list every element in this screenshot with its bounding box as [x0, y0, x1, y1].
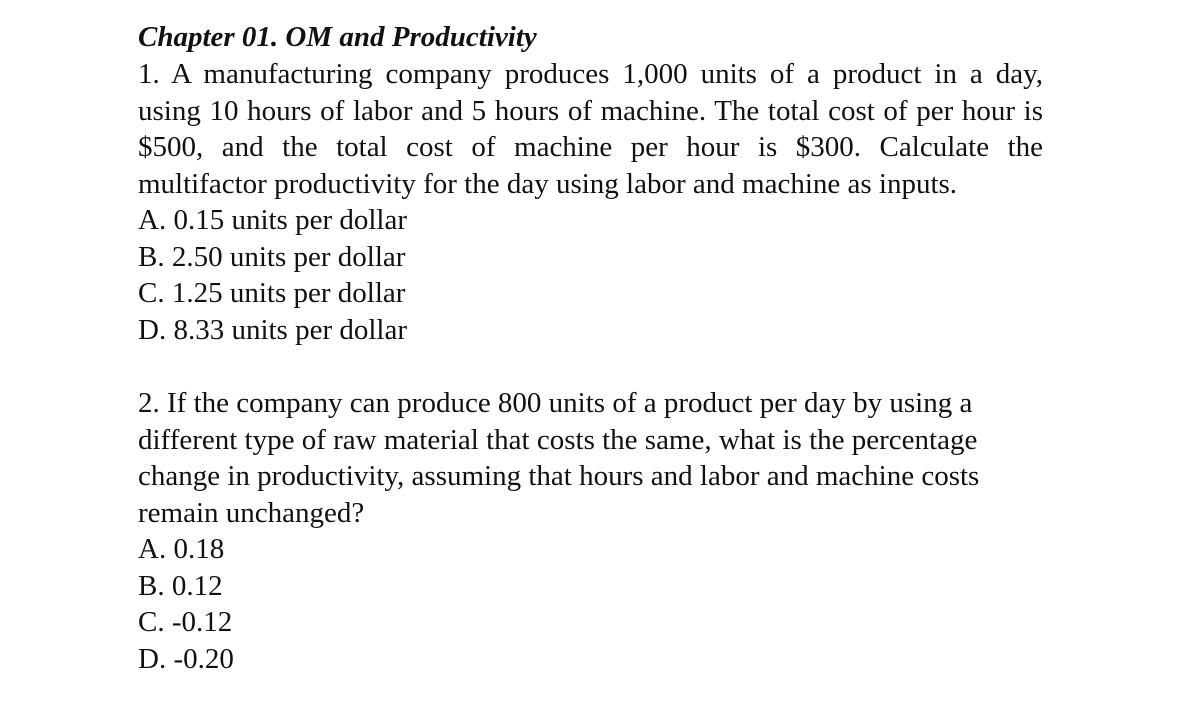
question-2-option-b: B. 0.12 [138, 569, 223, 602]
question-2 [138, 385, 1043, 677]
question-1-option-d: D. 8.33 units per dollar [138, 313, 408, 346]
question-2-options [138, 531, 1043, 677]
document-page [138, 18, 1043, 677]
question-2-option-d: D. -0.20 [138, 642, 234, 675]
chapter-title: Chapter 01. OM and Productivity [138, 21, 537, 53]
question-1-option-c: C. 1.25 units per dollar [138, 277, 406, 309]
question-1-option-a: A. 0.15 units per dollar [138, 204, 408, 236]
question-2-option-c: C. -0.12 [138, 606, 233, 638]
question-2-text: 2. If the company can produce 800 units of a product per day by using a different type of raw material that costs the same, what is the percentage change in productivity, assuming that hours and labor and machine costs remain unchanged? [138, 387, 980, 529]
question-2-option-a: A. 0.18 [138, 533, 225, 565]
question-1-option-b: B. 2.50 units per dollar [138, 240, 406, 273]
question-1-text: 1. A manufacturing company produces 1,000 units of a product in a day, using 10 hours of labor and 5 hours of machine. The total cost of per hour is $500, and the total cost of machine per hour is $300. Calculate the multifactor productivity for the day using labor and machine as inputs. [138, 58, 1043, 200]
question-spacer [138, 348, 1043, 385]
question-1 [138, 56, 1043, 348]
question-1-options [138, 202, 1043, 348]
